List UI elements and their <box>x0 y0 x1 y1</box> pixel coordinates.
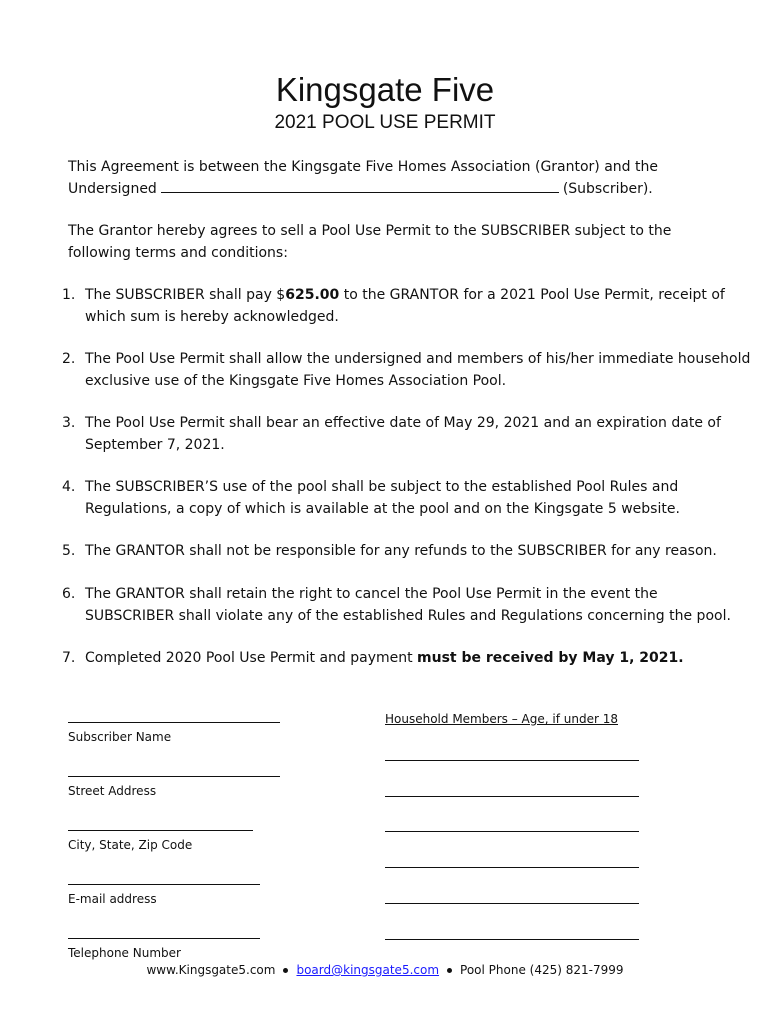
footer-email-link[interactable]: board@kingsgate5.com <box>296 963 440 977</box>
footer-pool-phone: Pool Phone (425) 821-7999 <box>460 963 624 977</box>
term-line: which sum is hereby acknowledged. <box>85 309 339 325</box>
term-line: SUBSCRIBER shall violate any of the established Rules and Regulations concerning the pool. <box>85 608 731 624</box>
street-address-line[interactable] <box>68 776 280 777</box>
household-member-line[interactable] <box>385 796 639 797</box>
term-number: 4. <box>62 479 76 495</box>
term-line <box>85 284 725 306</box>
term-number: 3. <box>62 415 76 431</box>
bullet-icon <box>447 968 452 973</box>
term-item-1 <box>62 284 725 328</box>
grant-line-2: following terms and conditions: <box>68 245 288 261</box>
term-line: exclusive use of the Kingsgate Five Homes Association Pool. <box>85 373 507 389</box>
term-line: The GRANTOR shall retain the right to cancel the Pool Use Permit in the event the <box>85 586 658 602</box>
term-text: Completed 2020 Pool Use Permit and payment <box>85 650 418 666</box>
term-number: 5. <box>62 543 76 559</box>
terms-list <box>62 284 751 669</box>
term-text: The SUBSCRIBER shall pay $ <box>85 287 286 303</box>
city-state-zip-label: City, State, Zip Code <box>68 838 193 852</box>
grant-paragraph <box>68 220 718 264</box>
footer <box>0 962 770 978</box>
term-item-6 <box>62 583 731 627</box>
term-item-2 <box>62 348 751 392</box>
intro-paragraph <box>68 156 718 200</box>
document-title: Kingsgate Five <box>275 71 495 108</box>
household-member-line[interactable] <box>385 939 639 940</box>
telephone-line[interactable] <box>68 938 260 939</box>
term-item-7 <box>62 647 722 669</box>
term-deadline: must be received by May 1, 2021. <box>417 650 684 666</box>
term-number: 6. <box>62 586 76 602</box>
term-line: The GRANTOR shall not be responsible for any refunds to the SUBSCRIBER for any reason. <box>85 543 717 559</box>
term-item-5 <box>62 540 722 562</box>
bullet-icon <box>283 968 288 973</box>
term-text: to the GRANTOR for a 2021 Pool Use Permit, receipt of <box>339 287 725 303</box>
term-line: The Pool Use Permit shall allow the undersigned and members of his/her immediate household <box>85 351 751 367</box>
document-subtitle: 2021 POOL USE PERMIT <box>274 112 496 133</box>
household-members-label: Household Members – Age, if under 18 <box>385 712 618 726</box>
subscriber-name-label: Subscriber Name <box>68 730 172 744</box>
intro-line-2 <box>68 178 718 200</box>
household-member-line[interactable] <box>385 831 639 832</box>
subscriber-name-line[interactable] <box>68 722 280 723</box>
term-item-4 <box>62 476 722 520</box>
household-member-line[interactable] <box>385 903 639 904</box>
term-line: The Pool Use Permit shall bear an effective date of May 29, 2021 and an expiration date of <box>85 415 721 431</box>
term-line: The SUBSCRIBER’S use of the pool shall be subject to the established Pool Rules and <box>85 479 679 495</box>
term-line <box>85 647 722 669</box>
household-member-line[interactable] <box>385 760 639 761</box>
term-number: 2. <box>62 351 76 367</box>
subscriber-blank-line[interactable] <box>161 178 559 193</box>
grant-line-1: The Grantor hereby agrees to sell a Pool Use Permit to the SUBSCRIBER subject to the <box>68 223 672 239</box>
term-amount: 625.00 <box>285 287 340 303</box>
footer-website: www.Kingsgate5.com <box>146 963 276 977</box>
city-state-zip-line[interactable] <box>68 830 253 831</box>
telephone-label: Telephone Number <box>68 946 181 960</box>
subscriber-label: (Subscriber). <box>562 181 653 197</box>
term-item-3 <box>62 412 722 456</box>
undersigned-label: Undersigned <box>68 181 157 197</box>
intro-line-1: This Agreement is between the Kingsgate Five Homes Association (Grantor) and the <box>68 159 658 175</box>
term-number: 7. <box>62 650 76 666</box>
email-label: E-mail address <box>68 892 157 906</box>
street-address-label: Street Address <box>68 784 157 798</box>
household-member-line[interactable] <box>385 867 639 868</box>
term-line: Regulations, a copy of which is available at the pool and on the Kingsgate 5 website. <box>85 501 680 517</box>
term-line: September 7, 2021. <box>85 437 225 453</box>
term-number: 1. <box>62 287 76 303</box>
email-line[interactable] <box>68 884 260 885</box>
